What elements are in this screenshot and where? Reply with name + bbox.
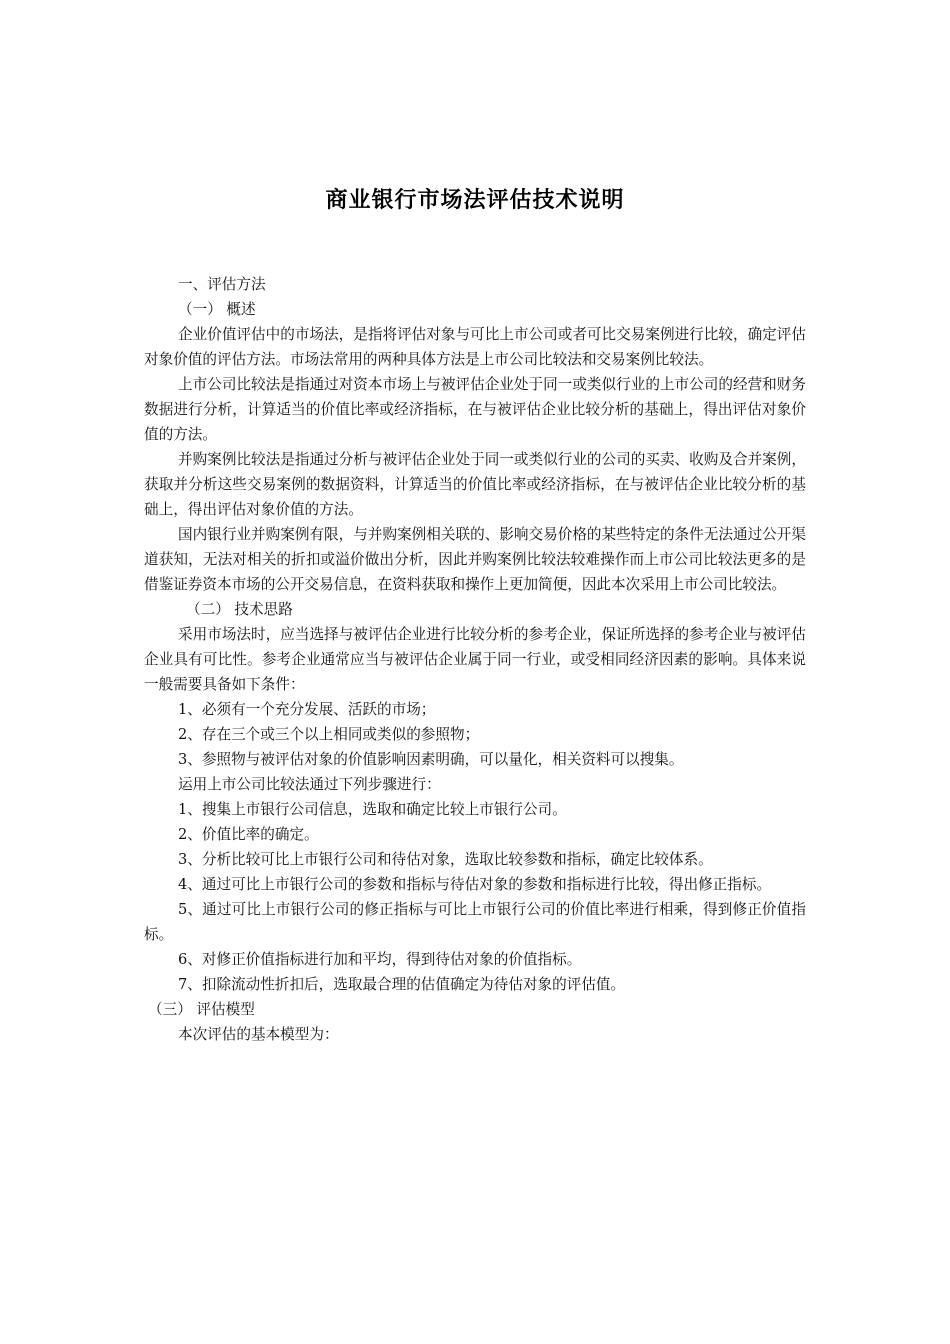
list-item-step: 2、价值比率的确定。 [178, 826, 319, 843]
paragraph-steps-intro: 运用上市公司比较法通过下列步骤进行： [178, 776, 441, 793]
list-item-step: 1、搜集上市银行公司信息，选取和确定比较上市银行公司。 [178, 801, 567, 818]
subsection-heading-technical-approach: （二） 技术思路 [186, 601, 293, 618]
paragraph-listed-company-comparison: 上市公司比较法是指通过对资本市场上与被评估企业处于同一或类似行业的上市公司的经营和财务数据进行分析，计算适当的价值比率或经济指标，在与被评估企业比较分析的基础上，得出评估对象价值的方法。 [144, 376, 806, 443]
section-heading-evaluation-method: 一、评估方法 [178, 276, 266, 293]
list-item-step: 6、对修正价值指标进行加和平均，得到待估对象的价值指标。 [178, 951, 582, 968]
list-item-step: 5、通过可比上市银行公司的修正指标与可比上市银行公司的价值比率进行相乘，得到修正价值指标。 [144, 901, 806, 943]
paragraph-market-approach: 企业价值评估中的市场法，是指将评估对象与可比上市公司或者可比交易案例进行比较，确定评估对象价值的评估方法。市场法常用的两种具体方法是上市公司比较法和交易案例比较法。 [144, 326, 806, 368]
list-item-step: 3、分析比较可比上市银行公司和待估对象，选取比较参数和指标，确定比较体系。 [178, 851, 713, 868]
document-body [144, 272, 806, 1047]
list-item-condition: 2、存在三个或三个以上相同或类似的参照物； [178, 726, 480, 743]
list-item-condition: 1、必须有一个充分发展、活跃的市场； [178, 701, 436, 718]
paragraph-reference-enterprise: 采用市场法时，应当选择与被评估企业进行比较分析的参考企业，保证所选择的参考企业与被评估企业具有可比性。参考企业通常应当与被评估企业属于同一行业，或受相同经济因素的影响。具体来说一般需要具备如下条件： [144, 626, 806, 693]
paragraph-basic-model: 本次评估的基本模型为： [178, 1026, 339, 1043]
subsection-heading-evaluation-model: （三） 评估模型 [148, 1001, 255, 1018]
list-item-condition: 3、参照物与被评估对象的价值影响因素明确，可以量化，相关资料可以搜集。 [178, 751, 684, 768]
paragraph-method-selection: 国内银行业并购案例有限，与并购案例相关联的、影响交易价格的某些特定的条件无法通过公开渠道获知，无法对相关的折扣或溢价做出分析，因此并购案例比较法较难操作而上市公司比较法更多的是借鉴证券资本市场的公开交易信息，在资料获取和操作上更加简便，因此本次采用上市公司比较法。 [144, 526, 806, 593]
list-item-step: 7、扣除流动性折扣后，选取最合理的估值确定为待估对象的评估值。 [178, 976, 626, 993]
list-item-step: 4、通过可比上市银行公司的参数和指标与待估对象的参数和指标进行比较，得出修正指标。 [178, 876, 772, 893]
document-title: 商业银行市场法评估技术说明 [325, 188, 625, 213]
subsection-heading-overview: （一） 概述 [178, 301, 256, 318]
paragraph-merger-case-comparison: 并购案例比较法是指通过分析与被评估企业处于同一或类似行业的公司的买卖、收购及合并案例，获取并分析这些交易案例的数据资料，计算适当的价值比率或经济指标，在与被评估企业比较分析的基础上，得出评估对象价值的方法。 [144, 451, 806, 518]
